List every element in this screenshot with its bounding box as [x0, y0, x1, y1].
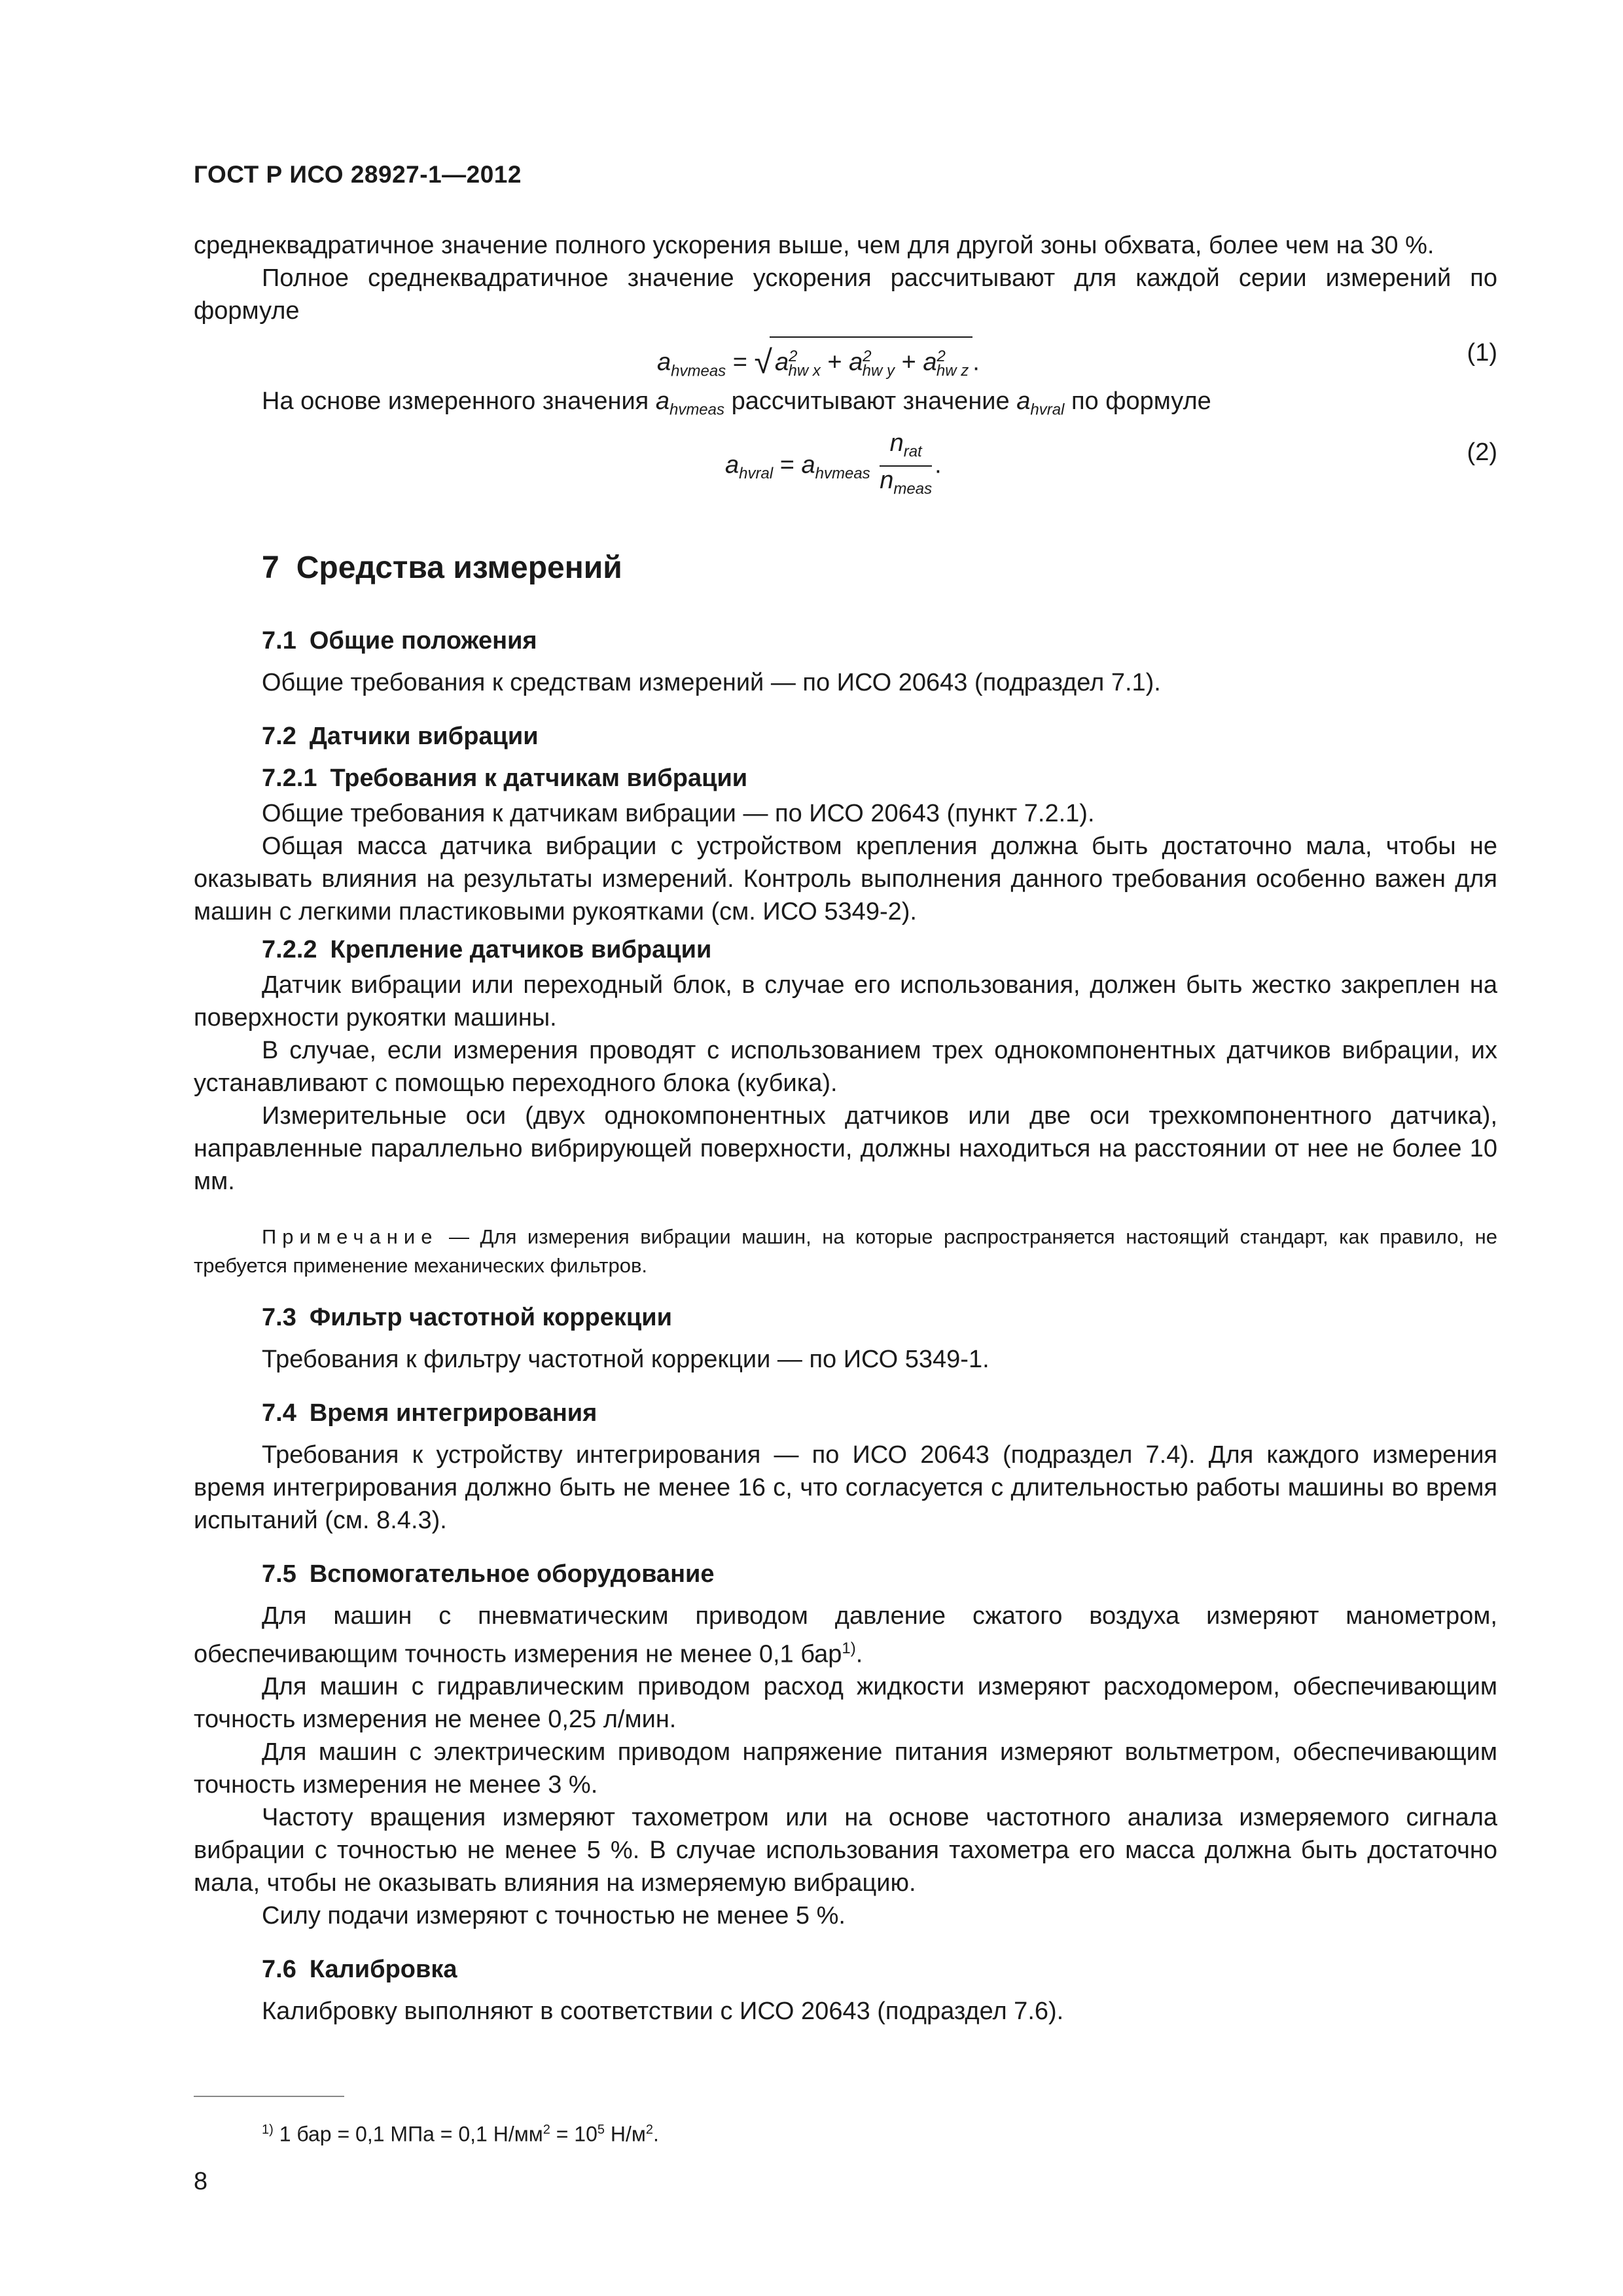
formula-2: [194, 427, 1497, 498]
subsection-7-2-2-paragraph-2: В случае, если измерения проводят с использованием трех однокомпонентных датчиков вибрации, их устанавливают с помощью переходного блока (кубика).: [194, 1036, 1497, 1097]
subsection-7-5-paragraph-5: Силу подачи измеряют с точностью не менее 5 %.: [262, 1902, 846, 1930]
intro-paragraph-3: На основе измеренного значения $a_{hvmeas}$ рассчитывают значение $a_{hvral}$ по формуле: [262, 387, 1211, 419]
footnote-divider: [194, 2096, 344, 2097]
subsection-7-5-paragraph-1: Для машин с пневматическим приводом давление сжатого воздуха измеряют манометром, обеспечивающим точность измерения не менее 0,1 бар$^{1)}$.: [194, 1602, 1497, 1668]
subsection-7-4-heading: 7.4 Время интегрирования: [262, 1399, 597, 1427]
subsection-7-2-heading: 7.2 Датчики вибрации: [262, 722, 539, 750]
note-label: Примечание: [262, 1225, 438, 1248]
subsection-7-2-2-paragraph-1: Датчик вибрации или переходный блок, в случае его использования, должен быть жестко закреплен на поверхности рукоятки машины.: [194, 971, 1497, 1031]
subsection-7-4-paragraph: Требования к устройству интегрирования — по ИСО 20643 (подраздел 7.4). Для каждого измерения время интегрирования должно быть не менее 16 с, что согласуется с длительностью работы машины во время испытаний (см. 8.4.3).: [194, 1441, 1497, 1534]
formula-1-expression: $a_{hvmeas}$ = √ $a^2_{hw x} + a^2_{hw y} + a^2_{hw z}$ .: [657, 336, 980, 387]
subsection-7-3-paragraph: Требования к фильтру частотной коррекции — по ИСО 5349-1.: [262, 1345, 990, 1373]
page-content: [194, 229, 1497, 2028]
formula-1: [194, 327, 1497, 385]
subsection-7-5-paragraph-4: Частоту вращения измеряют тахометром или на основе частотного анализа измеряемого сигнала вибрации с точностью не менее 5 %. В случае использования тахометра его масса должна быть достаточно мала, чтобы не оказывать влияния на измеряемую вибрацию.: [194, 1804, 1497, 1897]
subsection-7-2-2-paragraph-3: Измерительные оси (двух однокомпонентных датчиков или две оси трехкомпонентного датчика), направленные параллельно вибрирующей поверхности, должны находиться на расстоянии от нее не более 10 мм.: [194, 1102, 1497, 1195]
subsection-7-1-heading: 7.1 Общие положения: [262, 626, 537, 655]
fraction: $\frac{n_{rat}}{n_{meas}}$: [880, 429, 933, 498]
subsection-7-5-paragraph-3: Для машин с электрическим приводом напряжение питания измеряют вольтметром, обеспечивающим точность измерения не менее 3 %.: [194, 1738, 1497, 1799]
note-text: — Для измерения вибрации машин, на которые распространяется настоящий стандарт, как правило, не требуется применение механических фильтров.: [194, 1225, 1497, 1277]
subsection-7-1-paragraph: Общие требования к средствам измерений — по ИСО 20643 (подраздел 7.1).: [262, 668, 1161, 696]
section-7-heading: 7 Средства измерений: [262, 550, 622, 585]
formula-2-number: (2): [1467, 438, 1497, 466]
sqrt-sign: √: [754, 343, 772, 380]
subsection-7-2-1-paragraph-2: Общая масса датчика вибрации с устройством крепления должна быть достаточно мала, чтобы не оказывать влияния на результаты измерений. Контроль выполнения данного требования особенно важен для машин с легкими пластиковыми рукоятками (см. ИСО 5349-2).: [194, 832, 1497, 925]
subsection-7-5-heading: 7.5 Вспомогательное оборудование: [262, 1560, 715, 1588]
footnote-marker: 1): [262, 2123, 274, 2137]
intro-paragraph-2: Полное среднеквадратичное значение ускорения рассчитывают для каждой серии измерений по формуле: [194, 264, 1497, 325]
footnote-reference[interactable]: 1): [842, 1639, 856, 1657]
footnote: $^{1)}$ 1 бар = 0,1 МПа = 0,1 $Н/мм^2 = 10^5$ $Н/м^2$.: [262, 2122, 659, 2146]
subsection-7-3-heading: 7.3 Фильтр частотной коррекции: [262, 1303, 672, 1331]
subsection-7-6-paragraph: Калибровку выполняют в соответствии с ИСО 20643 (подраздел 7.6).: [262, 1998, 1064, 2026]
subsection-7-6-heading: 7.6 Калибровка: [262, 1956, 457, 1984]
subsection-7-2-2-heading: 7.2.2 Крепление датчиков вибрации: [262, 935, 712, 963]
subsection-7-2-1-paragraph-1: Общие требования к датчикам вибрации — по ИСО 20643 (пункт 7.2.1).: [262, 799, 1095, 827]
note: [194, 1223, 1497, 1280]
sqrt-radicand: $a^2_{hw x} + a^2_{hw y} + a^2_{hw z}$: [770, 336, 972, 387]
formula-2-expression: $a_{hvral} = a_{hvmeas}$ $\frac{n_{rat}}{n_{meas}}$ .: [725, 429, 942, 503]
document-code-header: ГОСТ Р ИСО 28927-1—2012: [194, 161, 522, 188]
page-number: 8: [194, 2168, 208, 2195]
intro-paragraph-1: среднеквадратичное значение полного ускорения выше, чем для другой зоны обхвата, более чем на 30 %.: [194, 232, 1435, 259]
subsection-7-2-1-heading: 7.2.1 Требования к датчикам вибрации: [262, 764, 748, 792]
subsection-7-5-paragraph-2: Для машин с гидравлическим приводом расход жидкости измеряют расходомером, обеспечивающим точность измерения не менее 0,25 л/мин.: [194, 1673, 1497, 1734]
formula-1-number: (1): [1467, 339, 1497, 367]
